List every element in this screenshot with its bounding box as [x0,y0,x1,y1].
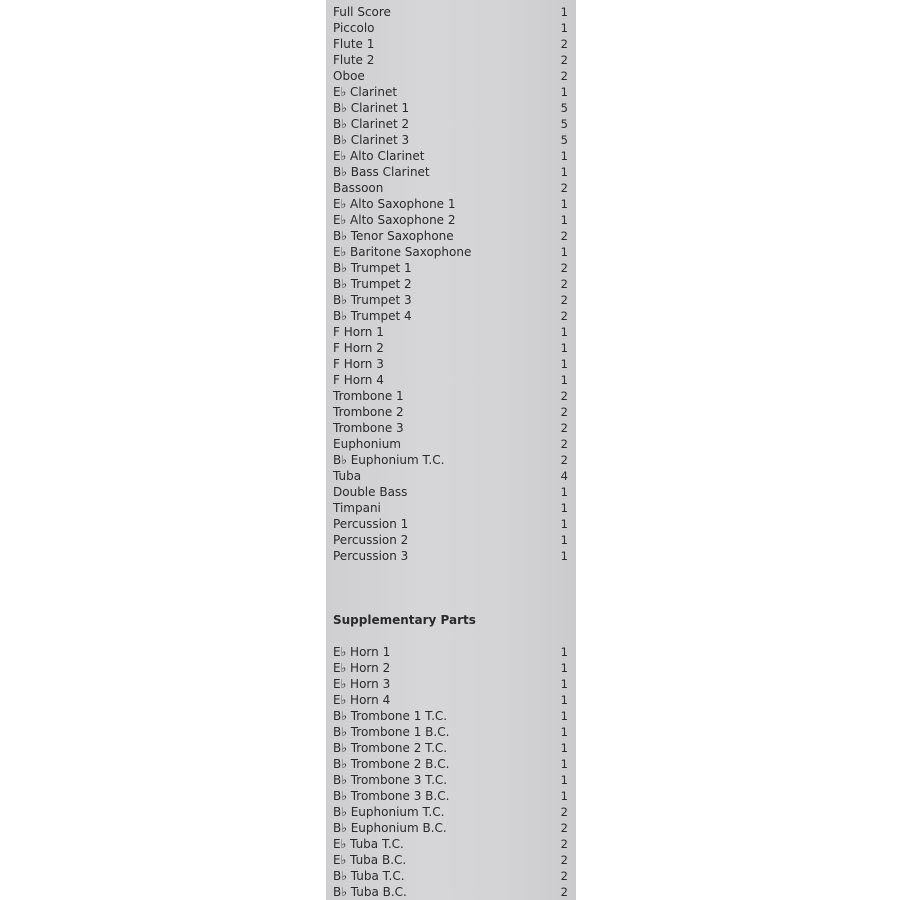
parts-list-page [326,0,576,900]
part-name: B♭ Trombone 2 T.C. [333,741,448,755]
part-count: 1 [560,373,568,387]
list-item [326,756,576,772]
part-count: 1 [560,149,568,163]
part-name: Percussion 2 [333,533,409,547]
part-count: 1 [560,677,568,691]
part-name: B♭ Clarinet 1 [333,101,410,115]
instrument-parts-list [326,4,576,564]
part-name: Percussion 1 [333,517,409,531]
list-item [326,4,576,20]
list-item [326,660,576,676]
supplementary-parts-heading: Supplementary Parts [333,613,476,627]
list-item [326,772,576,788]
part-count: 1 [560,501,568,515]
list-item [326,868,576,884]
list-item [326,852,576,868]
list-item [326,708,576,724]
part-count: 5 [560,101,568,115]
part-count: 2 [560,229,568,243]
list-item [326,212,576,228]
list-item [326,548,576,564]
part-count: 4 [560,469,568,483]
list-item [326,372,576,388]
part-name: B♭ Trombone 1 T.C. [333,709,448,723]
part-count: 1 [560,693,568,707]
list-item [326,884,576,900]
list-item [326,676,576,692]
part-count: 5 [560,133,568,147]
part-name: B♭ Bass Clarinet [333,165,430,179]
part-count: 2 [560,293,568,307]
list-item [326,180,576,196]
list-item [326,804,576,820]
part-name: B♭ Trumpet 4 [333,309,412,323]
list-item [326,244,576,260]
list-item [326,500,576,516]
part-name: E♭ Horn 4 [333,693,391,707]
list-item [326,532,576,548]
list-item [326,836,576,852]
part-name: E♭ Alto Saxophone 2 [333,213,456,227]
part-count: 1 [560,645,568,659]
part-count: 1 [560,533,568,547]
part-name: Trombone 3 [333,421,404,435]
part-name: Trombone 2 [333,405,404,419]
list-item [326,324,576,340]
part-count: 2 [560,805,568,819]
part-count: 2 [560,181,568,195]
list-item [326,692,576,708]
part-name: F Horn 4 [333,373,384,387]
part-name: B♭ Tenor Saxophone [333,229,454,243]
part-name: B♭ Trombone 1 B.C. [333,725,450,739]
part-count: 1 [560,789,568,803]
list-item [326,100,576,116]
part-name: B♭ Tuba B.C. [333,885,407,899]
part-count: 1 [560,709,568,723]
part-count: 2 [560,853,568,867]
part-count: 2 [560,37,568,51]
list-item [326,516,576,532]
part-count: 2 [560,277,568,291]
part-name: B♭ Euphonium T.C. [333,453,445,467]
list-item [326,724,576,740]
part-count: 1 [560,213,568,227]
part-count: 2 [560,437,568,451]
list-item [326,644,576,660]
part-name: B♭ Trumpet 2 [333,277,412,291]
part-count: 2 [560,453,568,467]
list-item [326,308,576,324]
list-item [326,420,576,436]
part-name: E♭ Tuba T.C. [333,837,404,851]
list-item [326,356,576,372]
list-item [326,36,576,52]
part-count: 2 [560,421,568,435]
part-count: 2 [560,261,568,275]
part-name: F Horn 2 [333,341,384,355]
part-name: B♭ Clarinet 3 [333,133,410,147]
part-count: 1 [560,21,568,35]
part-name: Tuba [333,469,362,483]
part-name: E♭ Tuba B.C. [333,853,407,867]
part-name: Double Bass [333,485,408,499]
list-item [326,468,576,484]
list-item [326,788,576,804]
list-item [326,164,576,180]
part-count: 1 [560,549,568,563]
part-name: B♭ Euphonium B.C. [333,821,447,835]
part-count: 2 [560,837,568,851]
part-count: 2 [560,885,568,899]
part-count: 2 [560,821,568,835]
part-count: 1 [560,5,568,19]
part-count: 1 [560,485,568,499]
list-item [326,260,576,276]
list-item [326,116,576,132]
list-item [326,196,576,212]
list-item [326,340,576,356]
part-name: Piccolo [333,21,375,35]
part-name: E♭ Horn 2 [333,661,391,675]
part-count: 1 [560,517,568,531]
part-name: E♭ Alto Saxophone 1 [333,197,456,211]
part-name: Timpani [333,501,381,515]
part-name: B♭ Euphonium T.C. [333,805,445,819]
part-name: B♭ Trombone 3 T.C. [333,773,448,787]
part-name: E♭ Alto Clarinet [333,149,425,163]
part-name: Oboe [333,69,365,83]
part-count: 5 [560,117,568,131]
part-count: 1 [560,357,568,371]
part-name: B♭ Clarinet 2 [333,117,410,131]
part-count: 1 [560,245,568,259]
part-count: 1 [560,757,568,771]
supplementary-parts-list [326,644,576,900]
part-name: E♭ Baritone Saxophone [333,245,472,259]
part-count: 2 [560,389,568,403]
list-item [326,228,576,244]
part-name: Flute 1 [333,37,375,51]
list-item [326,292,576,308]
list-item [326,132,576,148]
part-count: 2 [560,69,568,83]
part-count: 1 [560,741,568,755]
part-name: B♭ Tuba T.C. [333,869,405,883]
part-name: F Horn 3 [333,357,384,371]
list-item [326,276,576,292]
part-name: E♭ Horn 1 [333,645,391,659]
list-item [326,68,576,84]
part-name: Full Score [333,5,391,19]
list-item [326,388,576,404]
part-count: 1 [560,85,568,99]
list-item [326,484,576,500]
part-name: F Horn 1 [333,325,384,339]
list-item [326,740,576,756]
part-name: B♭ Trumpet 1 [333,261,412,275]
part-name: E♭ Horn 3 [333,677,391,691]
list-item [326,820,576,836]
list-item [326,84,576,100]
part-name: Bassoon [333,181,384,195]
part-name: Euphonium [333,437,401,451]
part-name: B♭ Trumpet 3 [333,293,412,307]
part-count: 2 [560,53,568,67]
list-item [326,436,576,452]
part-count: 1 [560,773,568,787]
list-item [326,452,576,468]
part-count: 2 [560,309,568,323]
part-count: 1 [560,165,568,179]
part-name: B♭ Trombone 2 B.C. [333,757,450,771]
part-name: Trombone 1 [333,389,404,403]
part-name: Flute 2 [333,53,375,67]
part-count: 2 [560,405,568,419]
part-count: 1 [560,341,568,355]
part-name: E♭ Clarinet [333,85,398,99]
list-item [326,52,576,68]
part-count: 2 [560,869,568,883]
part-count: 1 [560,725,568,739]
part-name: B♭ Trombone 3 B.C. [333,789,450,803]
part-count: 1 [560,661,568,675]
list-item [326,148,576,164]
list-item [326,404,576,420]
list-item [326,20,576,36]
part-name: Percussion 3 [333,549,409,563]
part-count: 1 [560,325,568,339]
part-count: 1 [560,197,568,211]
